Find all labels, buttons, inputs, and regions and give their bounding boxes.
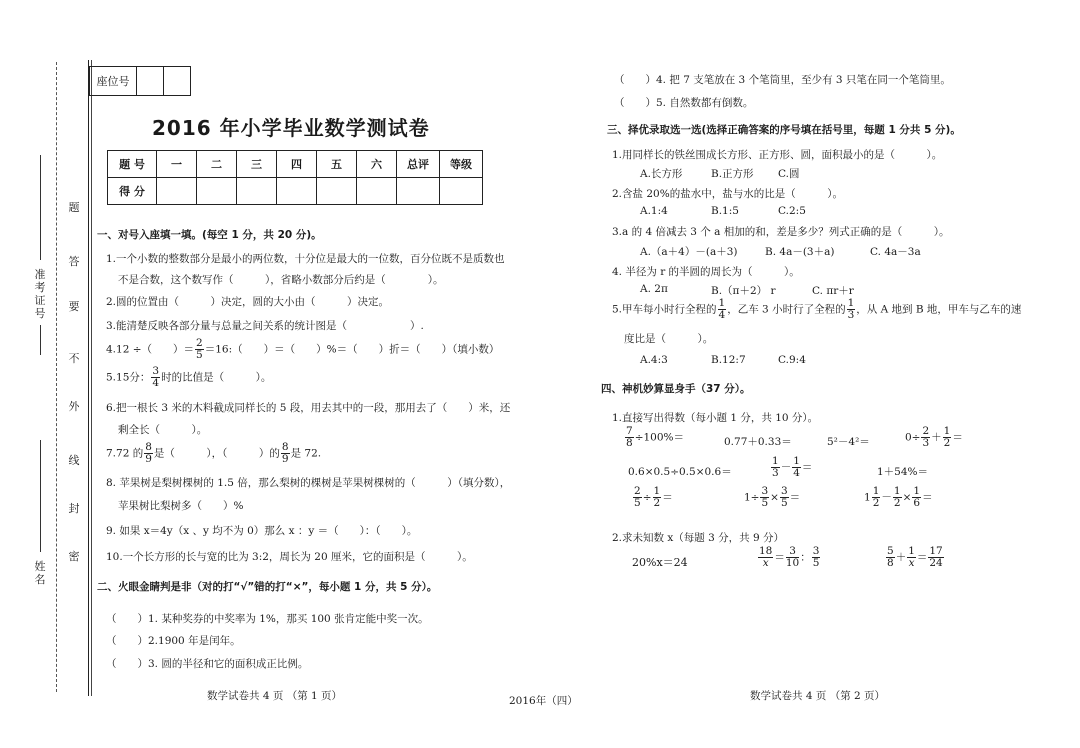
calc-item: 5²－4²＝ <box>827 436 870 448</box>
page-title: 2016 年小学毕业数学测试卷 <box>152 116 430 140</box>
fraction: $\frac{1}{3}$ <box>772 455 779 479</box>
section2-heading: 二、火眼金睛判是非（对的打“√”错的打“×”，每小题 1 分，共 5 分）。 <box>97 581 438 593</box>
seal-char: 不 <box>68 352 80 365</box>
question-7: 7.72 的 $\frac{8}{9}$ 是（ ），（ ）的 $\frac{8}{9}$ 是 72. <box>106 441 322 465</box>
judge-item-2: （ ）2.1900 年是闰年。 <box>106 635 241 647</box>
score-cell[interactable] <box>357 178 397 205</box>
calc-item: $\frac{1}{3}$ － $\frac{1}{4}$ ＝ <box>772 455 813 479</box>
fraction: $\frac{1}{2}$ <box>872 485 880 509</box>
choice-option: C. πr＋r <box>812 285 854 297</box>
binding-border-line-2 <box>91 60 92 696</box>
fraction: $\frac{8}{9}$ <box>145 441 152 465</box>
seal-char: 密 <box>68 550 80 563</box>
choice-option: C.圆 <box>778 168 800 180</box>
choice-option: B.12:7 <box>711 354 746 366</box>
score-cell[interactable] <box>317 178 357 205</box>
choice-option: C.2:5 <box>778 205 806 217</box>
choice-question-5: 5.甲车每小时行全程的 $\frac{1}{4}$ ，乙车 3 小时行了全程的 $\frac{1}{3}$ ，从 A 地到 B 地，甲车与乙车的速 <box>612 297 1022 321</box>
fraction: $\frac{1}{4}$ <box>718 297 726 321</box>
binding-border-line <box>88 60 89 696</box>
footer-left: 数学试卷共 4 页 （第 1 页） <box>207 690 343 702</box>
choice-question-5-line2: 度比是（ ）。 <box>624 333 714 345</box>
seat-number-cell[interactable] <box>164 67 191 96</box>
calc-item: $\frac{7}{8}$ ÷100%＝ <box>626 425 685 449</box>
fraction: $\frac{2}{3}$ <box>922 425 930 449</box>
fraction: $\frac{1}{3}$ <box>847 297 855 321</box>
score-header: 总评 <box>397 151 440 178</box>
fraction: $\frac{5}{8}$ <box>887 545 894 569</box>
fraction: $\frac{2}{5}$ <box>196 337 203 361</box>
choice-question-3: 3.a 的 4 倍减去 3 个 a 相加的和，差是多少？列式正确的是（ ）。 <box>612 226 950 238</box>
calc-item: 1÷ $\frac{3}{5}$ × $\frac{3}{5}$ ＝ <box>744 485 801 509</box>
calc-item: 1＋54%＝ <box>877 466 929 478</box>
score-header: 等级 <box>440 151 483 178</box>
score-header: 五 <box>317 151 357 178</box>
judge-item-5: （ ）5. 自然数都有倒数。 <box>614 97 754 109</box>
fraction: $\frac{1}{6}$ <box>913 485 921 509</box>
fraction: $\frac{7}{8}$ <box>626 425 633 449</box>
calc-item: $\frac{2}{5}$ ÷ $\frac{1}{2}$ ＝ <box>634 485 673 509</box>
choice-option: C. 4a－3a <box>870 246 921 258</box>
fraction: $\frac{1}{x}$ <box>908 545 915 569</box>
score-cell[interactable] <box>277 178 317 205</box>
score-header: 四 <box>277 151 317 178</box>
seal-char: 要 <box>68 300 80 313</box>
judge-item-1: （ ）1. 某种奖券的中奖率为 1%，那买 100 张肯定能中奖一次。 <box>106 613 429 625</box>
seat-number-cell[interactable] <box>137 67 164 96</box>
question-10: 10.一个长方形的长与宽的比为 3:2，周长为 20 厘米，它的面积是（ ）。 <box>106 551 473 563</box>
question-8-line1: 8. 苹果树是梨树棵树的 1.5 倍，那么梨树的棵树是苹果树棵树的（ ）（填分数）， <box>106 477 511 489</box>
score-cell[interactable] <box>197 178 237 205</box>
fraction: $\frac{1}{2}$ <box>943 425 951 449</box>
seal-char: 题 <box>68 201 80 214</box>
choice-question-1: 1.用同样长的铁丝围成长方形、正方形、圆，面积最小的是（ ）。 <box>612 149 943 161</box>
fraction: $\frac{1}{4}$ <box>793 455 800 479</box>
score-header: 二 <box>197 151 237 178</box>
name-label: 姓名 <box>34 560 46 586</box>
fraction: $\frac{1}{2}$ <box>893 485 901 509</box>
equation-3: $\frac{5}{8}$ ＋ $\frac{1}{x}$ ＝ $\frac{17}{24}$ <box>887 545 943 569</box>
score-cell[interactable] <box>237 178 277 205</box>
seat-number-box <box>89 66 191 96</box>
choice-option: A.4:3 <box>640 354 668 366</box>
choice-option: B.正方形 <box>711 168 754 180</box>
question-9: 9. 如果 x＝4y（x 、y 均不为 0）那么 x ：y ＝（ ）：（ ）。 <box>106 525 418 537</box>
question-6-line1: 6.把一根长 3 米的木料截成同样长的 5 段，用去其中的一段，那用去了（ ）米，还 <box>106 402 511 414</box>
fraction: $\frac{1}{2}$ <box>653 485 661 509</box>
seal-char: 封 <box>68 502 80 515</box>
exam-number-label: 准考证号 <box>34 268 46 320</box>
calc-item: 0.6×0.5÷0.5×0.6＝ <box>628 466 732 478</box>
equation-1: 20%x＝24 <box>632 556 688 569</box>
exam-number-field[interactable] <box>40 155 41 260</box>
exam-number-field-lower[interactable] <box>40 325 41 355</box>
score-cell[interactable] <box>440 178 483 205</box>
score-header: 三 <box>237 151 277 178</box>
fraction: $\frac{2}{5}$ <box>634 485 641 509</box>
score-header: 一 <box>157 151 197 178</box>
fraction: $\frac{3}{4}$ <box>152 365 160 389</box>
fraction: $\frac{3}{5}$ <box>761 485 769 509</box>
section1-heading: 一、对号入座填一填。(每空 1 分，共 20 分)。 <box>97 229 322 241</box>
equation-2: $\frac{18}{x}$ ＝ $\frac{3}{10}$ ： $\frac{3}{5}$ <box>759 545 820 569</box>
choice-question-2: 2.含盐 20%的盐水中，盐与水的比是（ ）。 <box>612 188 843 200</box>
choice-option: A.1:4 <box>640 205 668 217</box>
score-cell[interactable] <box>157 178 197 205</box>
fraction: $\frac{3}{10}$ <box>785 545 800 569</box>
question-4: 4.12 ÷（ ）＝ $\frac{2}{5}$ ＝16:（ ）＝（ ）%＝（ ）折＝（ ）（填小数） <box>106 337 500 361</box>
seal-char: 答 <box>68 255 80 268</box>
name-field[interactable] <box>40 440 41 552</box>
question-6-line2: 剩全长（ ）。 <box>118 424 208 436</box>
section4-heading: 四、神机妙算显身手（37 分）。 <box>601 383 751 395</box>
fraction: $\frac{3}{5}$ <box>812 545 820 569</box>
score-header-row <box>108 151 483 178</box>
score-header: 六 <box>357 151 397 178</box>
choice-option: A. 2π <box>640 283 668 295</box>
question-1-line2: 不是合数，这个数写作（ ），省略小数部分后约是（ ）。 <box>118 274 444 286</box>
question-1-line1: 1.一个小数的整数部分是最小的两位数，十分位是最大的一位数，百分位既不是质数也 <box>106 253 505 265</box>
fraction: $\frac{8}{9}$ <box>281 441 289 465</box>
score-row-label: 得 分 <box>108 178 157 205</box>
fraction: $\frac{3}{5}$ <box>780 485 788 509</box>
equation-subheading: 2.求未知数 x（每题 3 分，共 9 分） <box>612 532 784 544</box>
fraction: $\frac{17}{24}$ <box>929 545 943 569</box>
calc-item: 1 $\frac{1}{2}$ － $\frac{1}{2}$ × $\frac{1}{6}$ ＝ <box>864 485 933 509</box>
calc-item: 0÷ $\frac{2}{3}$ ＋ $\frac{1}{2}$ ＝ <box>905 425 963 449</box>
footer-center: 2016年（四） <box>509 695 578 707</box>
footer-right: 数学试卷共 4 页 （第 2 页） <box>750 690 886 702</box>
section3-heading: 三、择优录取选一选(选择正确答案的序号填在括号里，每题 1 分共 5 分)。 <box>607 124 961 136</box>
judge-item-3: （ ）3. 圆的半径和它的面积成正比例。 <box>106 658 309 670</box>
judge-item-4: （ ）4. 把 7 支笔放在 3 个笔筒里，至少有 3 只笔在同一个笔筒里。 <box>614 74 951 86</box>
choice-option: A.长方形 <box>640 168 683 180</box>
question-3: 3.能清楚反映各部分量与总量之间关系的统计图是（ ）. <box>106 320 424 332</box>
choice-option: B. 4a－(3＋a) <box>765 246 835 258</box>
fraction: $\frac{18}{x}$ <box>759 545 773 569</box>
seat-number-label: 座位号 <box>90 67 137 96</box>
score-header: 题 号 <box>108 151 157 178</box>
choice-option: C.9:4 <box>778 354 806 366</box>
calc-subheading: 1.直接写出得数（每小题 1 分，共 10 分）。 <box>612 412 819 424</box>
calc-item: 0.77＋0.33＝ <box>724 436 792 448</box>
question-5: 5.15分： $\frac{3}{4}$ 时的比值是（ ）。 <box>106 365 272 389</box>
choice-option: B.（π＋2） r <box>711 285 776 297</box>
seal-char: 外 <box>68 400 80 413</box>
dashed-cut-line <box>56 62 57 692</box>
question-8-line2: 苹果树比梨树多（ ）% <box>118 500 244 512</box>
score-row <box>108 178 483 205</box>
choice-option: B.1:5 <box>711 205 739 217</box>
choice-question-4: 4. 半径为 r 的半圆的周长为（ ）。 <box>612 266 800 278</box>
seal-char: 线 <box>68 454 80 467</box>
choice-option: A.（a＋4）－(a＋3) <box>640 246 738 258</box>
score-table <box>107 150 483 205</box>
question-2: 2.圆的位置由（ ）决定，圆的大小由（ ）决定。 <box>106 296 390 308</box>
score-cell[interactable] <box>397 178 440 205</box>
